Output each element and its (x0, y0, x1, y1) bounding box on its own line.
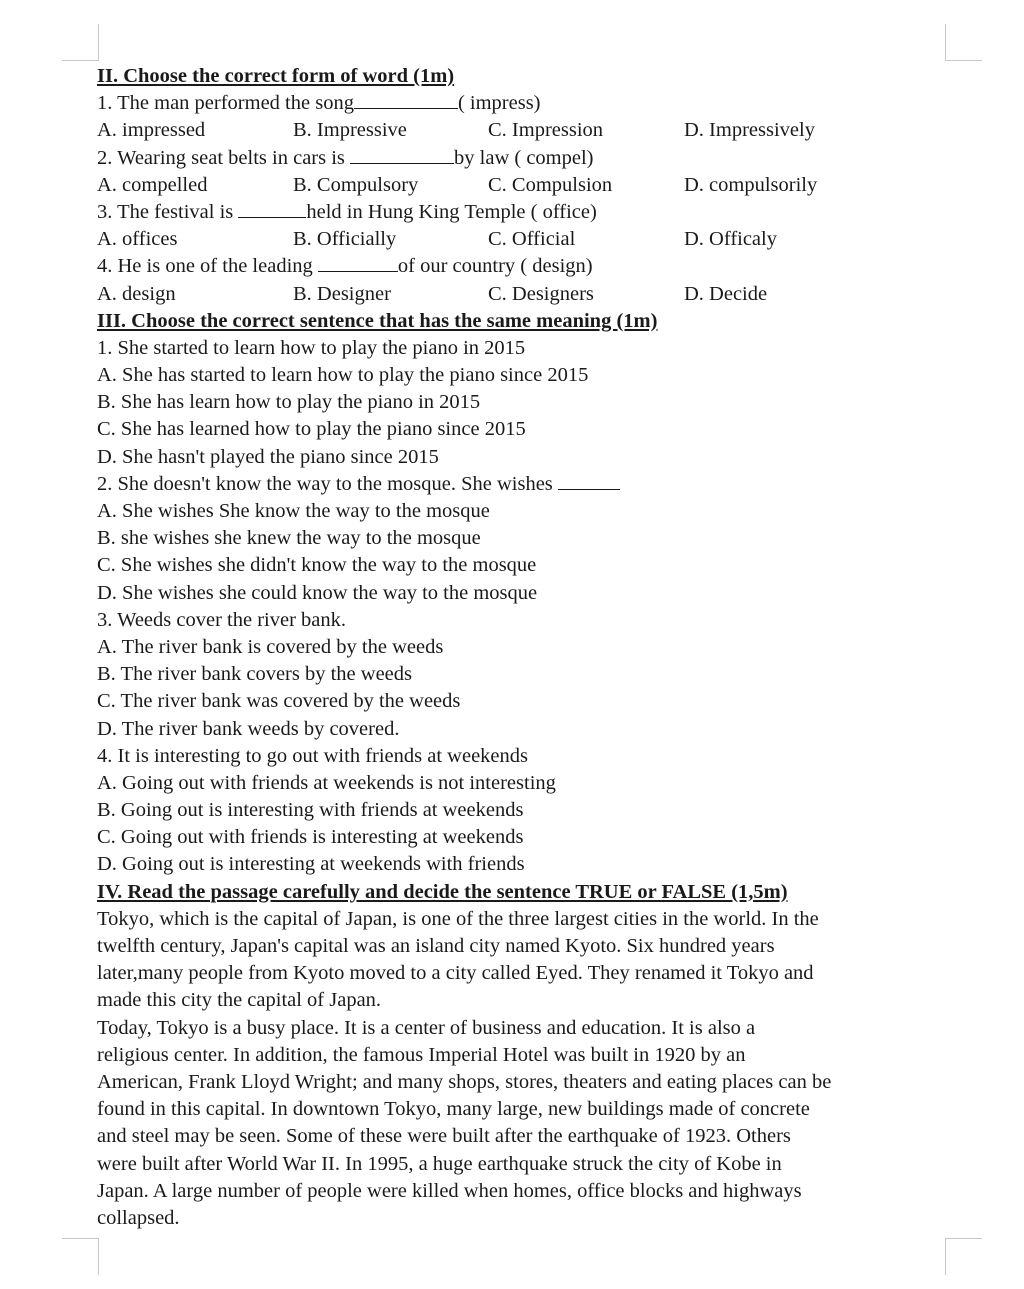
option-a[interactable]: A. She has started to learn how to play the piano since 2015 (97, 364, 589, 387)
answer-blank[interactable] (354, 90, 458, 109)
answer-blank[interactable] (350, 145, 454, 164)
section-iv-heading: IV. Read the passage carefully and decide the sentence TRUE or FALSE (1,5m) (97, 880, 788, 903)
option-a[interactable]: A. Going out with friends at weekends is not interesting (97, 771, 556, 794)
passage-line: religious center. In addition, the famous Imperial Hotel was built in 1920 by an (97, 1043, 746, 1066)
option-c[interactable]: C. Official (488, 228, 576, 251)
option-b[interactable]: B. Officially (293, 228, 397, 251)
page-corner-mark-bottom-left (62, 1238, 99, 1275)
option-a[interactable]: A. offices (97, 228, 178, 251)
question-stem (97, 471, 947, 498)
passage-paragraph-2 (97, 1015, 947, 1233)
option-b[interactable]: B. she wishes she knew the way to the mosque (97, 527, 481, 550)
option-a[interactable]: A. compelled (97, 173, 208, 196)
option-c[interactable]: C. Impression (488, 119, 604, 142)
answer-blank[interactable] (318, 253, 398, 272)
options-row (97, 117, 947, 144)
section-iii-heading: III. Choose the correct sentence that has the same meaning (1m) (97, 309, 658, 332)
page-corner-mark-bottom-right (945, 1238, 982, 1275)
option-c[interactable]: C. Designers (488, 282, 594, 305)
question-stem-text: 2. She doesn't know the way to the mosque. She wishes (97, 472, 558, 495)
passage-line: found in this capital. In downtown Tokyo, many large, new buildings made of concrete (97, 1098, 810, 1121)
document-page (97, 63, 947, 1232)
question-stem: 4. It is interesting to go out with friends at weekends (97, 744, 528, 767)
option-d[interactable]: D. The river bank weeds by covered. (97, 717, 400, 740)
passage-line: made this city the capital of Japan. (97, 989, 382, 1012)
passage-line: Tokyo, which is the capital of Japan, is one of the three largest cities in the world. In the (97, 907, 819, 930)
passage-line: American, Frank Lloyd Wright; and many shops, stores, theaters and eating places can be (97, 1071, 832, 1094)
option-c[interactable]: C. Compulsion (488, 173, 613, 196)
question-hint: by law ( compel) (454, 146, 594, 169)
question-hint: held in Hung King Temple ( office) (306, 200, 597, 223)
option-d[interactable]: D. Impressively (684, 119, 815, 142)
question-hint: of our country ( design) (397, 255, 593, 278)
option-c[interactable]: C. She has learned how to play the piano since 2015 (97, 418, 526, 441)
question-stem (97, 199, 947, 226)
question-stem: 3. Weeds cover the river bank. (97, 608, 347, 631)
option-d[interactable]: D. Going out is interesting at weekends with friends (97, 853, 525, 876)
options-row (97, 172, 947, 199)
option-d[interactable]: D. She wishes she could know the way to the mosque (97, 581, 538, 604)
option-b[interactable]: B. She has learn how to play the piano in 2015 (97, 391, 481, 414)
question-stem-text: 4. He is one of the leading (97, 255, 318, 278)
page-corner-mark-top-right (945, 24, 982, 61)
option-b[interactable]: B. Compulsory (293, 173, 419, 196)
option-c[interactable]: C. The river bank was covered by the weeds (97, 690, 461, 713)
option-b[interactable]: B. Impressive (293, 119, 407, 142)
question-stem (97, 90, 947, 117)
option-c[interactable]: C. She wishes she didn't know the way to the mosque (97, 554, 537, 577)
option-a[interactable]: A. She wishes She know the way to the mosque (97, 500, 490, 522)
question-stem (97, 253, 947, 280)
option-d[interactable]: D. Officaly (684, 228, 777, 251)
question-hint: ( impress) (457, 92, 541, 115)
section-ii-heading: II. Choose the correct form of word (1m) (97, 65, 455, 87)
passage-line: and steel may be seen. Some of these were built after the earthquake of 1923. Others (97, 1125, 791, 1148)
passage-line: twelfth century, Japan's capital was an island city named Kyoto. Six hundred years (97, 935, 775, 958)
answer-blank[interactable] (238, 199, 306, 218)
question-stem-text: 2. Wearing seat belts in cars is (97, 146, 351, 169)
passage-line: later,many people from Kyoto moved to a city called Eyed. They renamed it Tokyo and (97, 962, 814, 985)
option-a[interactable]: A. The river bank is covered by the weeds (97, 635, 444, 658)
options-row (97, 281, 947, 308)
option-d[interactable]: D. compulsorily (684, 173, 818, 196)
option-b[interactable]: B. The river bank covers by the weeds (97, 663, 412, 686)
page-corner-mark-top-left (62, 24, 99, 61)
option-c[interactable]: C. Going out with friends is interesting at weekends (97, 826, 524, 849)
question-stem-text: 3. The festival is (97, 200, 239, 223)
passage-paragraph-1 (97, 906, 947, 1015)
option-d[interactable]: D. Decide (684, 282, 768, 305)
question-stem-text: 1. The man performed the song (97, 92, 354, 115)
passage-line: Japan. A large number of people were killed when homes, office blocks and highways (97, 1179, 802, 1202)
option-a[interactable]: A. design (97, 282, 176, 305)
options-row (97, 226, 947, 253)
passage-line: collapsed. (97, 1207, 180, 1230)
passage-line: Today, Tokyo is a busy place. It is a center of business and education. It is also a (97, 1016, 756, 1039)
option-a[interactable]: A. impressed (97, 119, 206, 142)
option-b[interactable]: B. Going out is interesting with friends at weekends (97, 799, 524, 822)
option-b[interactable]: B. Designer (293, 282, 391, 305)
question-stem (97, 145, 947, 172)
answer-blank[interactable] (558, 471, 620, 490)
question-stem: 1. She started to learn how to play the piano in 2015 (97, 336, 526, 359)
passage-line: were built after World War II. In 1995, a huge earthquake struck the city of Kobe in (97, 1152, 782, 1175)
option-d[interactable]: D. She hasn't played the piano since 2015 (97, 445, 439, 468)
